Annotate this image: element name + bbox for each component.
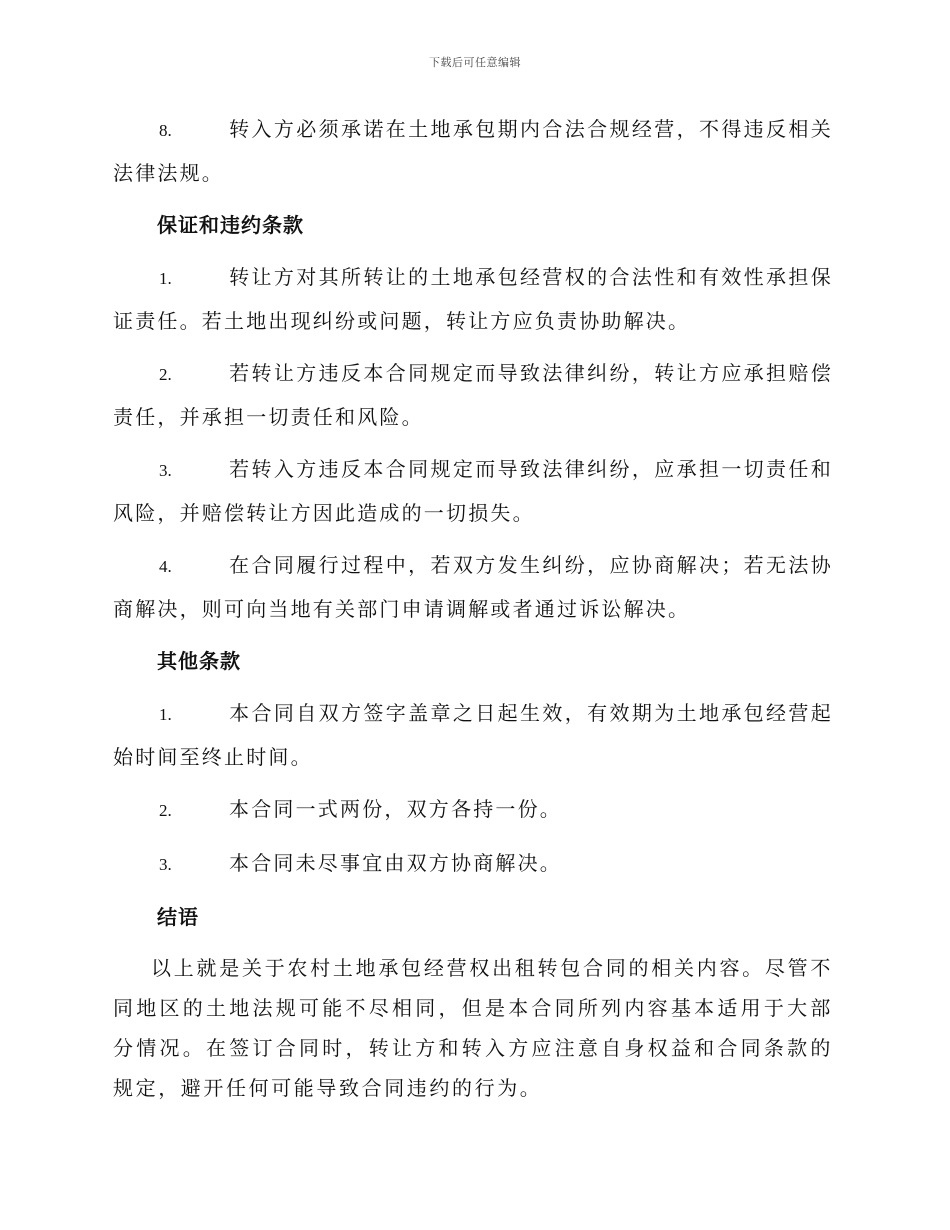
item-number: 4. [159, 557, 172, 576]
list-item [113, 352, 833, 438]
item-text: 若转让方违反本合同规定而导致法律纠纷，转让方应承担赔偿责任，并承担一切责任和风险。 [113, 361, 833, 429]
list-item [113, 788, 833, 832]
item-number: 2. [159, 801, 172, 820]
list-item [113, 256, 833, 342]
section-heading-guarantee: 保证和违约条款 [157, 213, 304, 237]
document-body [113, 108, 833, 1108]
item-text: 本合同一式两份，双方各持一份。 [229, 797, 562, 821]
list-item [113, 448, 833, 534]
item-text: 若转入方违反本合同规定而导致法律纠纷，应承担一切责任和风险，并赔偿转让方因此造成的一切损失。 [113, 457, 833, 525]
list-item [113, 544, 833, 630]
item-text: 本合同未尽事宜由双方协商解决。 [229, 851, 562, 875]
item-number: 8. [159, 121, 172, 140]
list-item [113, 108, 833, 194]
conclusion-paragraph: 以上就是关于农村土地承包经营权出租转包合同的相关内容。尽管不同地区的土地法规可能不尽相同，但是本合同所列内容基本适用于大部分情况。在签订合同时，转让方和转入方应注意自身权益和合同条款的规定，避开任何可能导致合同违约的行为。 [113, 956, 833, 1100]
item-text: 本合同自双方签字盖章之日起生效，有效期为土地承包经营起始时间至终止时间。 [113, 701, 833, 769]
item-number: 3. [159, 855, 172, 874]
item-text: 转让方对其所转让的土地承包经营权的合法性和有效性承担保证责任。若土地出现纠纷或问题，转让方应负责协助解决。 [113, 265, 833, 333]
item-number: 1. [159, 269, 172, 288]
page-header: 下载后可任意编辑 [429, 56, 521, 69]
list-item [113, 842, 833, 886]
list-item [113, 692, 833, 778]
item-text: 在合同履行过程中，若双方发生纠纷，应协商解决；若无法协商解决，则可向当地有关部门申请调解或者通过诉讼解决。 [113, 553, 833, 621]
section-heading-conclusion: 结语 [157, 905, 199, 929]
item-number: 2. [159, 365, 172, 384]
item-number: 1. [159, 705, 172, 724]
item-text: 转入方必须承诺在土地承包期内合法合规经营，不得违反相关法律法规。 [113, 117, 833, 185]
section-heading-other: 其他条款 [157, 649, 241, 673]
item-number: 3. [159, 461, 172, 480]
